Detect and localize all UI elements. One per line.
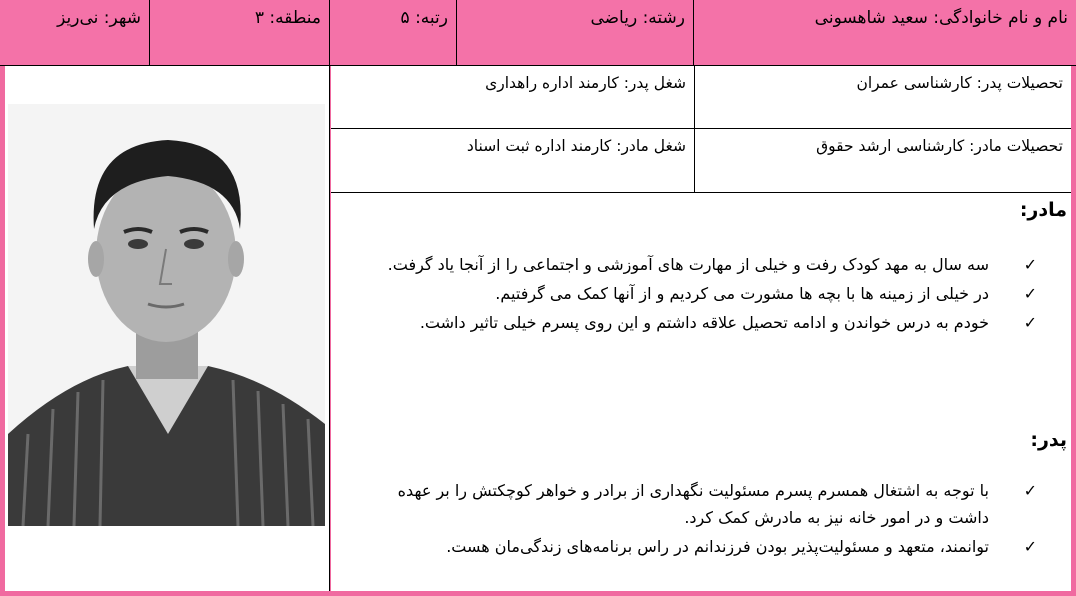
list-item (361, 251, 1041, 278)
mother-comment-list (361, 251, 1041, 338)
list-item-text: توانمند، متعهد و مسئولیت‌پذیر بودن فرزندانم در راس برنامه‌های زندگی‌مان هست. (446, 537, 989, 556)
father-comment-list (361, 477, 1041, 562)
list-item (361, 280, 1041, 307)
checkmark-icon: ✓ (1023, 313, 1037, 332)
list-item (361, 309, 1041, 336)
student-name: نام و نام خانوادگی: سعید شاهسونی (694, 0, 1076, 66)
checkmark-icon: ✓ (1023, 537, 1037, 556)
parents-comments (331, 193, 1071, 591)
mother-job: شغل مادر: کارمند اداره ثبت اسناد (331, 129, 694, 193)
mother-education: تحصیلات مادر: کارشناسی ارشد حقوق (694, 129, 1071, 193)
student-photo (8, 104, 325, 526)
exam-rank: رتبه: ۵ (330, 0, 457, 66)
list-item (361, 477, 1041, 531)
photo-panel (5, 66, 330, 591)
father-section-title: پدر: (1030, 429, 1067, 451)
list-item-text: با توجه به اشتغال همسرم پسرم مسئولیت نگهداری از برادر و خواهر کوچکتش را بر عهده داشت و در امور خانه نیز به مادرش کمک کرد. (397, 481, 989, 527)
checkmark-icon: ✓ (1023, 255, 1037, 274)
checkmark-icon: ✓ (1023, 284, 1037, 303)
list-item (361, 533, 1041, 560)
checkmark-icon: ✓ (1023, 481, 1037, 500)
father-job: شغل پدر: کارمند اداره راهداری (331, 66, 694, 129)
city: شهر: نی‌ریز (0, 0, 150, 66)
list-item-text: در خیلی از زمینه ها با بچه ها مشورت می کردیم و از آنها کمک می گرفتیم. (495, 284, 989, 303)
list-item-text: سه سال به مهد کودک رفت و خیلی از مهارت های آموزشی و اجتماعی را از آنجا یاد گرفت. (387, 255, 989, 274)
field-of-study: رشته: ریاضی (457, 0, 694, 66)
father-education: تحصیلات پدر: کارشناسی عمران (694, 66, 1071, 129)
exam-zone: منطقه: ۳ (150, 0, 330, 66)
divider (694, 66, 695, 193)
mother-section-title: مادر: (1019, 199, 1067, 221)
list-item-text: خودم به درس خواندن و ادامه تحصیل علاقه داشتم و این روی پسرم خیلی تاثیر داشت. (419, 313, 989, 332)
